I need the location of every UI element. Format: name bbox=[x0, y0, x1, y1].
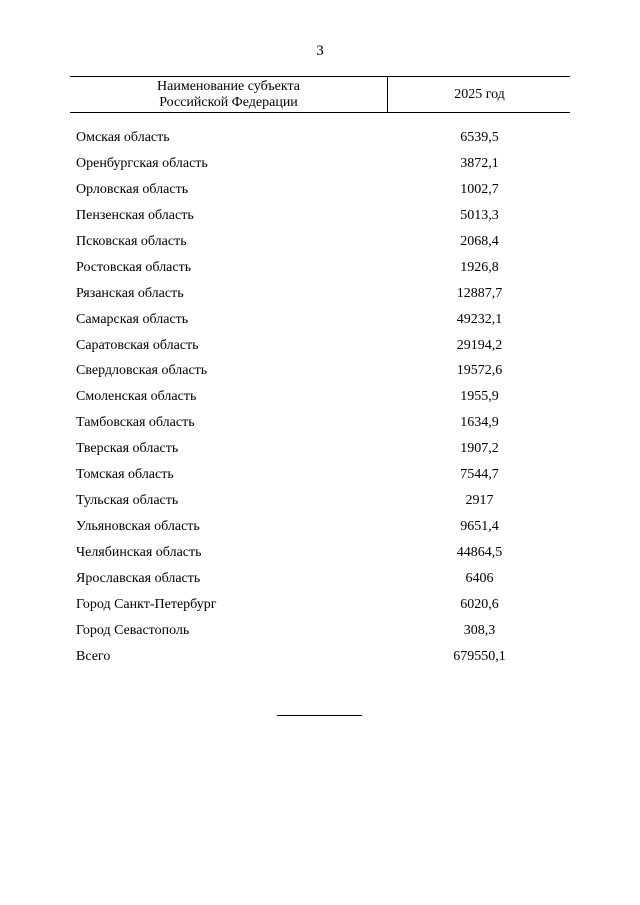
subject-name: Свердловская область bbox=[76, 363, 208, 379]
subject-name: Рязанская область bbox=[76, 285, 184, 301]
table-row bbox=[70, 465, 570, 491]
subject-name: Оренбургская область bbox=[76, 155, 208, 171]
subject-value: 12887,7 bbox=[456, 285, 503, 301]
table-row bbox=[70, 310, 570, 336]
subject-value: 1907,2 bbox=[460, 441, 499, 457]
header-subject-line-1: Наименование субъекта bbox=[157, 79, 300, 94]
page-number: 3 bbox=[316, 43, 324, 59]
total-value: 679550,1 bbox=[453, 648, 506, 664]
table-row bbox=[70, 491, 570, 517]
table-header bbox=[70, 76, 570, 113]
total-label: Всего bbox=[76, 648, 111, 664]
subject-name: Тверская область bbox=[76, 441, 179, 457]
subject-value: 1926,8 bbox=[460, 259, 499, 275]
subject-name: Саратовская область bbox=[76, 337, 199, 353]
subject-name: Псковская область bbox=[76, 233, 187, 249]
table-row bbox=[70, 206, 570, 232]
subject-value: 3872,1 bbox=[460, 155, 499, 171]
subject-value: 29194,2 bbox=[456, 337, 503, 353]
subject-value: 2068,4 bbox=[460, 233, 499, 249]
table-row bbox=[70, 128, 570, 154]
subject-name: Ульяновская область bbox=[76, 519, 200, 535]
table-row bbox=[70, 517, 570, 543]
subject-value: 6406 bbox=[465, 570, 494, 586]
subject-name: Челябинская область bbox=[76, 545, 202, 560]
subject-value: 1002,7 bbox=[460, 181, 499, 197]
subject-value: 1955,9 bbox=[460, 389, 499, 405]
header-subject-line-2: Российской Федерации bbox=[159, 95, 298, 110]
subject-value: 44864,5 bbox=[456, 545, 503, 560]
table-row bbox=[70, 413, 570, 439]
subject-value: 9651,4 bbox=[460, 519, 499, 535]
table-row bbox=[70, 336, 570, 362]
subject-name: Омская область bbox=[76, 130, 170, 145]
subject-name: Ростовская область bbox=[76, 259, 192, 275]
subject-name: Томская область bbox=[76, 467, 174, 483]
subject-name: Город Севастополь bbox=[76, 622, 190, 638]
table-body bbox=[70, 128, 570, 673]
subject-value: 1634,9 bbox=[460, 415, 499, 431]
table-row bbox=[70, 387, 570, 413]
table-row bbox=[70, 180, 570, 206]
subject-value: 6539,5 bbox=[460, 130, 499, 145]
subject-name: Пензенская область bbox=[76, 207, 194, 223]
end-of-table-rule bbox=[277, 715, 362, 716]
subject-value: 6020,6 bbox=[460, 596, 499, 612]
table-row bbox=[70, 595, 570, 621]
table-row-total bbox=[70, 647, 570, 673]
subject-value: 308,3 bbox=[463, 622, 496, 638]
header-column-year: 2025 год bbox=[454, 87, 505, 102]
subject-name: Ярославская область bbox=[76, 570, 201, 586]
table-row bbox=[70, 569, 570, 595]
table-row bbox=[70, 621, 570, 647]
table-row bbox=[70, 361, 570, 387]
table-row bbox=[70, 258, 570, 284]
table-row bbox=[70, 439, 570, 465]
subject-name: Самарская область bbox=[76, 311, 189, 327]
table-row bbox=[70, 232, 570, 258]
subject-name: Орловская область bbox=[76, 181, 189, 197]
subject-value: 19572,6 bbox=[456, 363, 503, 379]
table-row bbox=[70, 154, 570, 180]
subject-value: 2917 bbox=[465, 493, 494, 509]
table-row bbox=[70, 543, 570, 569]
header-column-subject-name bbox=[70, 77, 388, 112]
subject-name: Тамбовская область bbox=[76, 415, 195, 431]
table-row bbox=[70, 284, 570, 310]
subject-value: 7544,7 bbox=[460, 467, 499, 483]
subject-value: 5013,3 bbox=[460, 207, 499, 223]
subject-name: Город Санкт-Петербург bbox=[76, 596, 217, 612]
subject-name: Тульская область bbox=[76, 493, 179, 509]
subject-name: Смоленская область bbox=[76, 389, 197, 405]
subject-value: 49232,1 bbox=[456, 311, 503, 327]
